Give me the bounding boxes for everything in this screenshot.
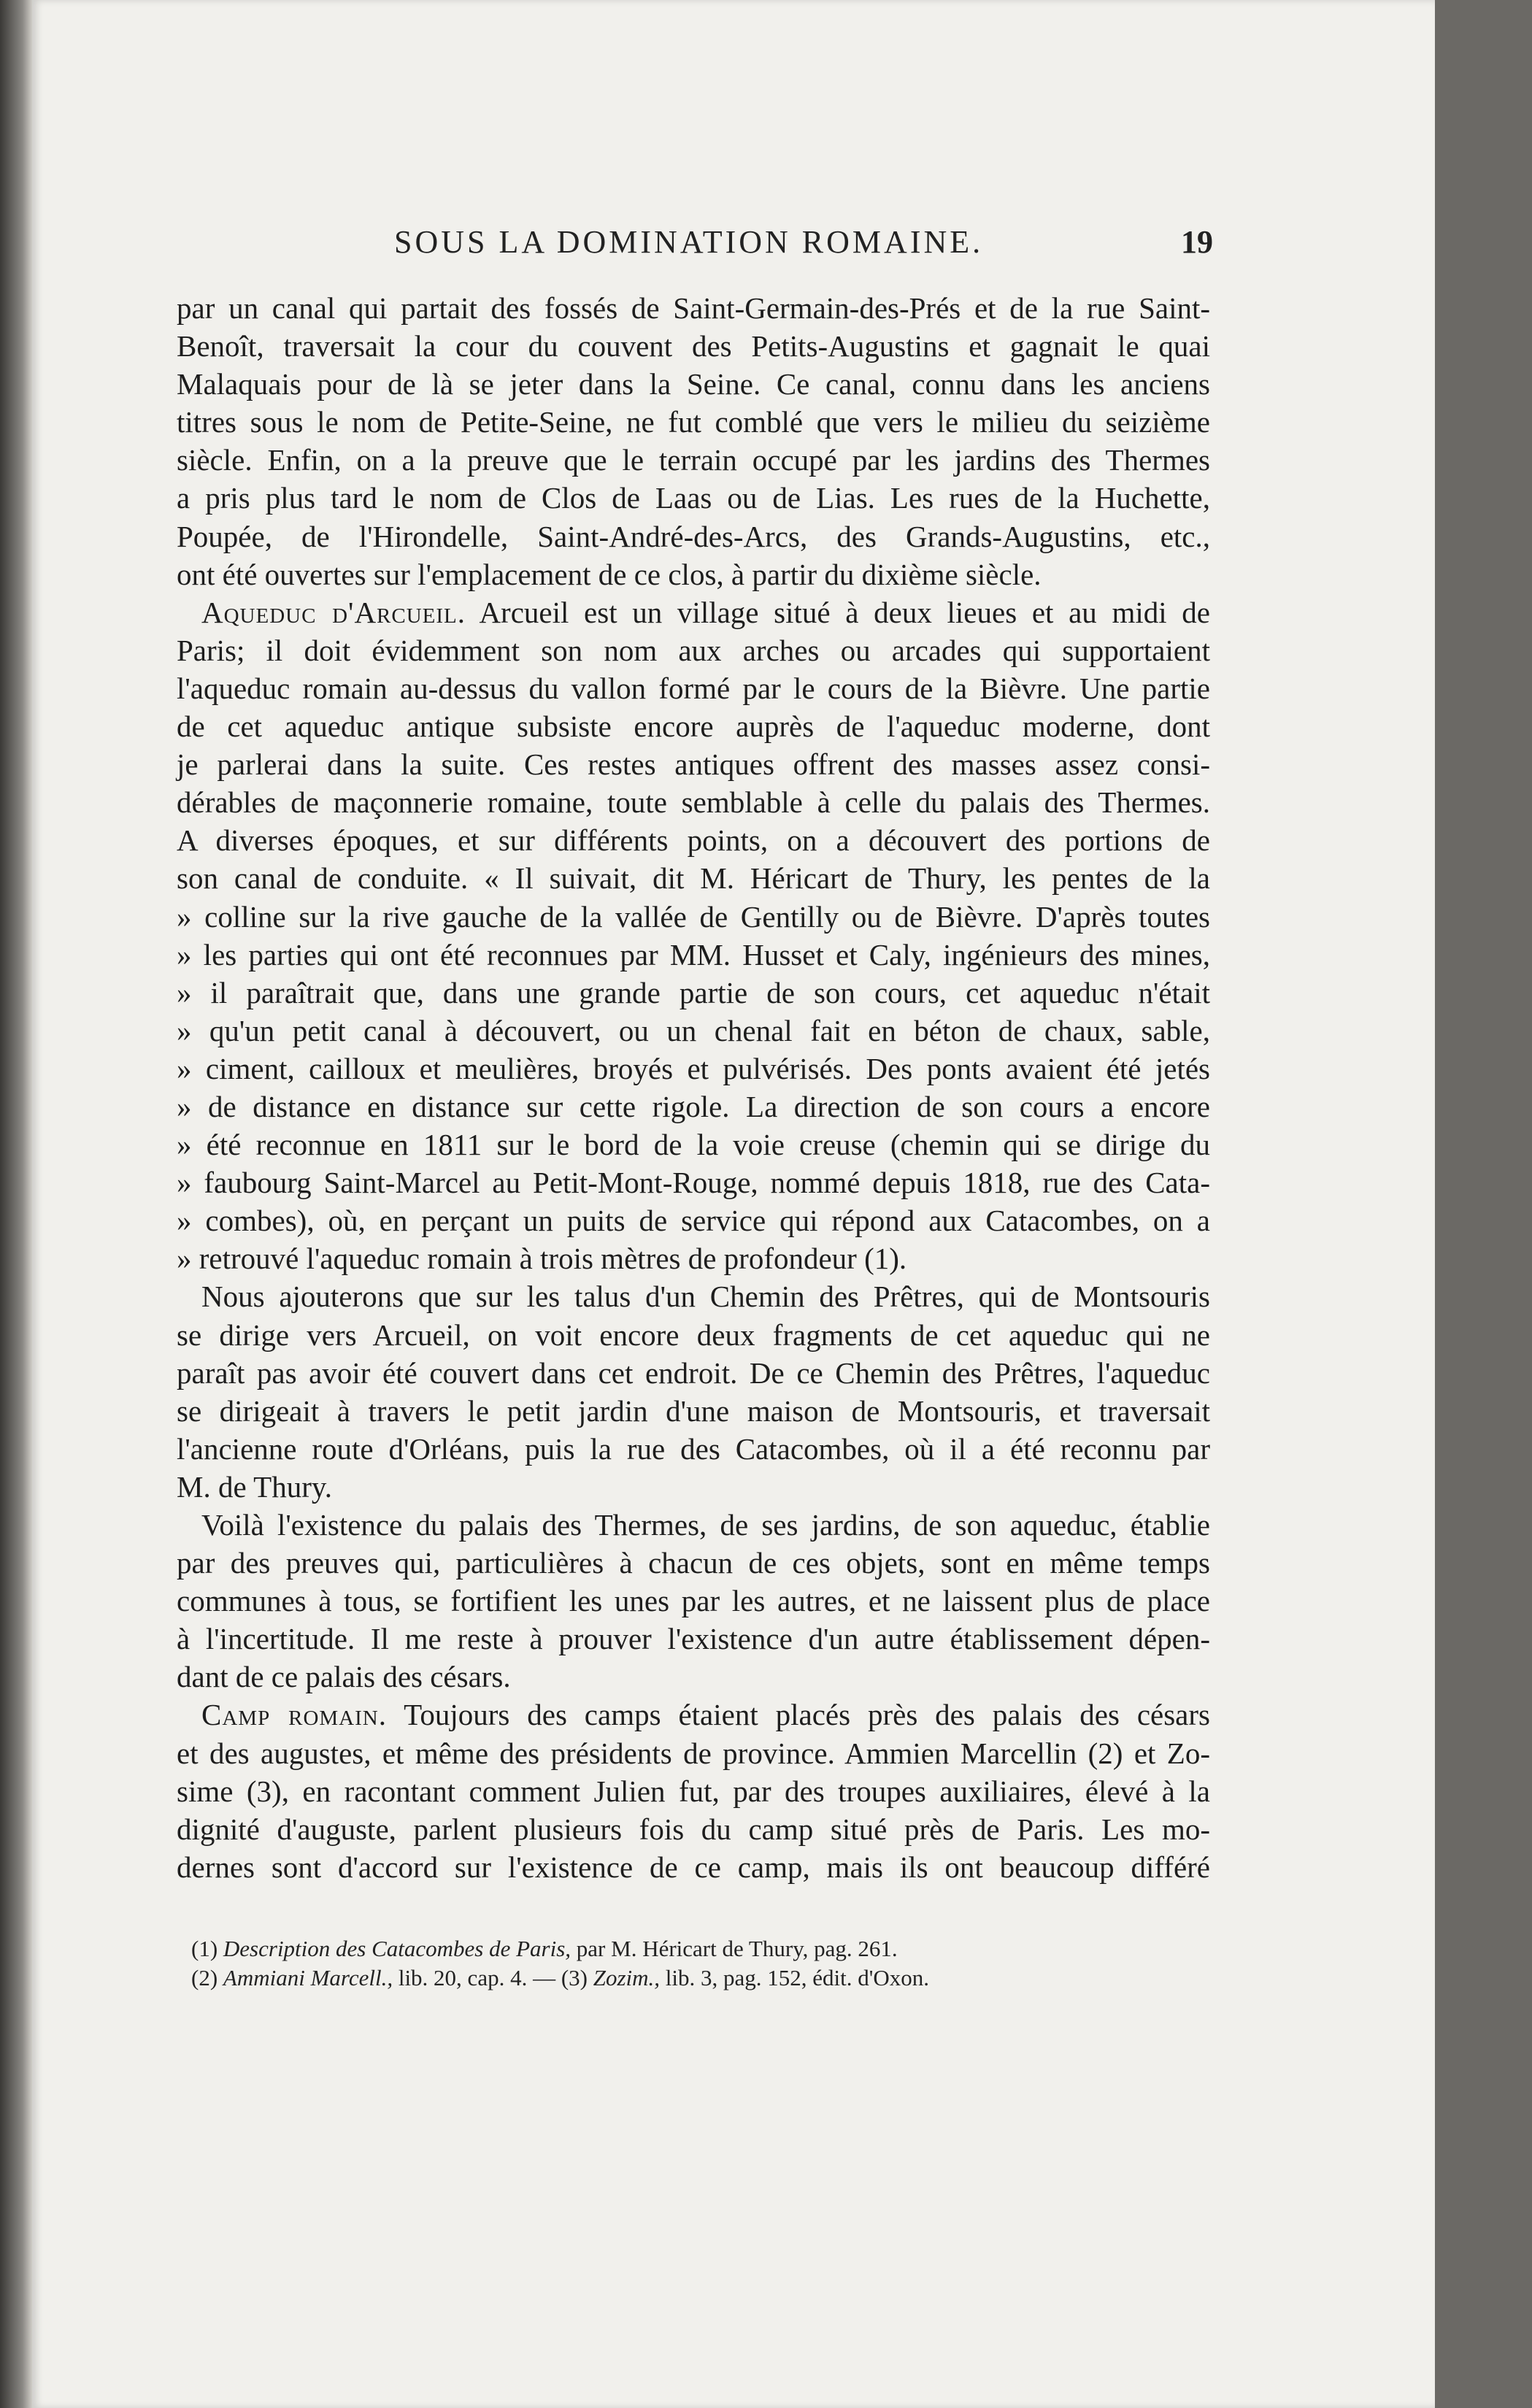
line-text: » faubourg Saint-Marcel au Petit-Mont-Rouge, nommé depuis 1818, rue des Cata-: [177, 1166, 1210, 1200]
text-line: [177, 1658, 1210, 1696]
running-title: SOUS LA DOMINATION ROMAINE.: [394, 224, 984, 260]
section-heading: Camp romain.: [201, 1698, 387, 1732]
footnote-text: lib. 20, cap. 4. — (3): [398, 1965, 588, 1990]
line-text: ont été ouvertes sur l'emplacement de ce clos, à partir du dixième siècle.: [177, 557, 1042, 591]
line-text: » retrouvé l'aqueduc romain à trois mètres de profondeur (1).: [177, 1242, 907, 1276]
line-text: siècle. Enfin, on a la preuve que le terrain occupé par les jardins des Thermes: [177, 443, 1210, 477]
line-text: dant de ce palais des césars.: [177, 1660, 511, 1694]
text-line: [177, 518, 1210, 555]
text-line: [177, 1430, 1210, 1468]
text-line: [177, 555, 1210, 593]
line-text: paraît pas avoir été couvert dans cet endroit. De ce Chemin des Prêtres, l'aqueduc: [177, 1355, 1210, 1390]
line-text: et des augustes, et même des présidents de province. Ammien Marcellin (2) et Zo-: [177, 1736, 1210, 1770]
text-line: [177, 859, 1210, 897]
text-line: [177, 1734, 1210, 1772]
text-line: [177, 1468, 1210, 1506]
text-line: [177, 1506, 1210, 1544]
text-line: [177, 327, 1210, 365]
text-line: [177, 479, 1210, 517]
line-text: Poupée, de l'Hirondelle, Saint-André-des-Arcs, des Grands-Augustins, etc.,: [177, 519, 1210, 553]
line-text: par un canal qui partait des fossés de Saint-Germain-des-Prés et de la rue Saint-: [177, 291, 1210, 325]
text-line: [177, 1544, 1210, 1582]
line-text: dernes sont d'accord sur l'existence de ce camp, mais ils ont beaucoup différé: [177, 1850, 1210, 1884]
text-line: [177, 821, 1210, 859]
text-line: [177, 1848, 1210, 1886]
footnote-text: par M. Héricart de Thury, pag. 261.: [576, 1936, 898, 1961]
text-line: [177, 898, 1210, 936]
text-line: [177, 1392, 1210, 1430]
footnote-text: lib. 3, pag. 152, édit. d'Oxon.: [665, 1965, 929, 1990]
line-text: a pris plus tard le nom de Clos de Laas ou de Lias. Les rues de la Huchette,: [177, 481, 1210, 515]
line-text: M. de Thury.: [177, 1469, 332, 1504]
text-line: [177, 936, 1210, 974]
text-line: [177, 289, 1210, 327]
text-line: [177, 1012, 1210, 1050]
body-text: [177, 289, 1210, 1886]
footnote-1: [191, 1934, 1111, 1963]
line-text: Voilà l'existence du palais des Thermes, de ses jardins, de son aqueduc, établie: [201, 1508, 1210, 1542]
line-text: Nous ajouterons que sur les talus d'un Chemin des Prêtres, qui de Montsouris: [201, 1280, 1210, 1314]
line-text: je parlerai dans la suite. Ces restes antiques offrent des masses assez consi-: [177, 747, 1210, 782]
line-text: titres sous le nom de Petite-Seine, ne fut comblé que vers le milieu du seizième: [177, 405, 1210, 439]
line-text: Toujours des camps étaient placés près des palais des césars: [404, 1698, 1210, 1732]
line-text: son canal de conduite. « Il suivait, dit M. Héricart de Thury, les pentes de la: [177, 861, 1210, 896]
line-text: » ciment, cailloux et meulières, broyés et pulvérisés. Des ponts avaient été jetés: [177, 1051, 1210, 1085]
footnote-title: Zozim.,: [593, 1965, 661, 1990]
text-line: [177, 669, 1210, 707]
footnote-2: [191, 1963, 1111, 1993]
text-line: [177, 403, 1210, 441]
footnotes: [191, 1934, 1111, 1993]
text-line: [177, 745, 1210, 783]
footnote-title: Description des Catacombes de Paris,: [223, 1936, 571, 1961]
text-line: [177, 365, 1210, 403]
line-text: par des preuves qui, particulières à chacun de ces objets, sont en même temps: [177, 1546, 1210, 1580]
text-line: [177, 631, 1210, 669]
line-text: A diverses époques, et sur différents points, on a découvert des portions de: [177, 823, 1210, 858]
footnote-title: Ammiani Marcell.,: [223, 1965, 393, 1990]
line-text: sime (3), en racontant comment Julien fut, par des troupes auxiliaires, élevé à la: [177, 1774, 1210, 1808]
text-line: [177, 974, 1210, 1012]
text-line: [177, 1772, 1210, 1810]
line-text: » de distance en distance sur cette rigole. La direction de son cours a encore: [177, 1089, 1210, 1123]
line-text: » il paraîtrait que, dans une grande partie de son cours, cet aqueduc n'était: [177, 975, 1210, 1009]
line-text: communes à tous, se fortifient les unes par les autres, et ne laissent plus de place: [177, 1584, 1210, 1618]
footnote-mark: (1): [191, 1936, 218, 1961]
text-line: [177, 1277, 1210, 1315]
line-text: se dirigeait à travers le petit jardin d'une maison de Montsouris, et traversait: [177, 1393, 1210, 1428]
line-text: Benoît, traversait la cour du couvent des Petits-Augustins et gagnait le quai: [177, 329, 1210, 363]
line-text: » les parties qui ont été reconnues par MM. Husset et Caly, ingénieurs des mines,: [177, 937, 1210, 972]
line-text: » qu'un petit canal à découvert, ou un chenal fait en béton de chaux, sable,: [177, 1013, 1210, 1047]
section-heading: Aqueduc d'Arcueil.: [201, 595, 466, 629]
text-line: [177, 1620, 1210, 1658]
footnote-mark: (2): [191, 1965, 218, 1990]
text-line: [177, 1810, 1210, 1848]
line-text: se dirige vers Arcueil, on voit encore deux fragments de cet aqueduc qui ne: [177, 1318, 1210, 1352]
line-text: de cet aqueduc antique subsiste encore auprès de l'aqueduc moderne, dont: [177, 709, 1210, 744]
text-line: [177, 1126, 1210, 1163]
text-line: [177, 1316, 1210, 1354]
text-line: [177, 1696, 1210, 1734]
text-line: [177, 1354, 1210, 1392]
scan-background: [1435, 0, 1532, 2408]
line-text: Arcueil est un village situé à deux lieues et au midi de: [479, 595, 1210, 629]
facing-page-edge: [0, 0, 32, 2408]
text-line: [177, 783, 1210, 821]
line-text: » combes), où, en perçant un puits de service qui répond aux Catacombes, on a: [177, 1204, 1210, 1238]
line-text: dérables de maçonnerie romaine, toute semblable à celle du palais des Thermes.: [177, 785, 1210, 820]
text-line: [177, 1201, 1210, 1239]
line-text: Malaquais pour de là se jeter dans la Seine. Ce canal, connu dans les anciens: [177, 367, 1210, 401]
line-text: » colline sur la rive gauche de la vallée de Gentilly ou de Bièvre. D'après toutes: [177, 899, 1210, 934]
text-line: [177, 593, 1210, 631]
text-line: [177, 1088, 1210, 1126]
text-line: [177, 1050, 1210, 1088]
page-number: 19: [1181, 224, 1213, 260]
text-line: [177, 1582, 1210, 1620]
text-line: [177, 1163, 1210, 1201]
line-text: » été reconnue en 1811 sur le bord de la voie creuse (chemin qui se dirige du: [177, 1128, 1210, 1162]
text-line: [177, 441, 1210, 479]
line-text: l'ancienne route d'Orléans, puis la rue des Catacombes, où il a été reconnu par: [177, 1431, 1210, 1466]
line-text: à l'incertitude. Il me reste à prouver l'existence d'un autre établissement dépen-: [177, 1622, 1210, 1656]
text-line: [177, 707, 1210, 745]
text-line: [177, 1239, 1210, 1277]
line-text: dignité d'auguste, parlent plusieurs fois du camp situé près de Paris. Les mo-: [177, 1812, 1210, 1846]
line-text: Paris; il doit évidemment son nom aux arches ou arcades qui supportaient: [177, 633, 1210, 667]
line-text: l'aqueduc romain au-dessus du vallon formé par le cours de la Bièvre. Une partie: [177, 671, 1210, 705]
